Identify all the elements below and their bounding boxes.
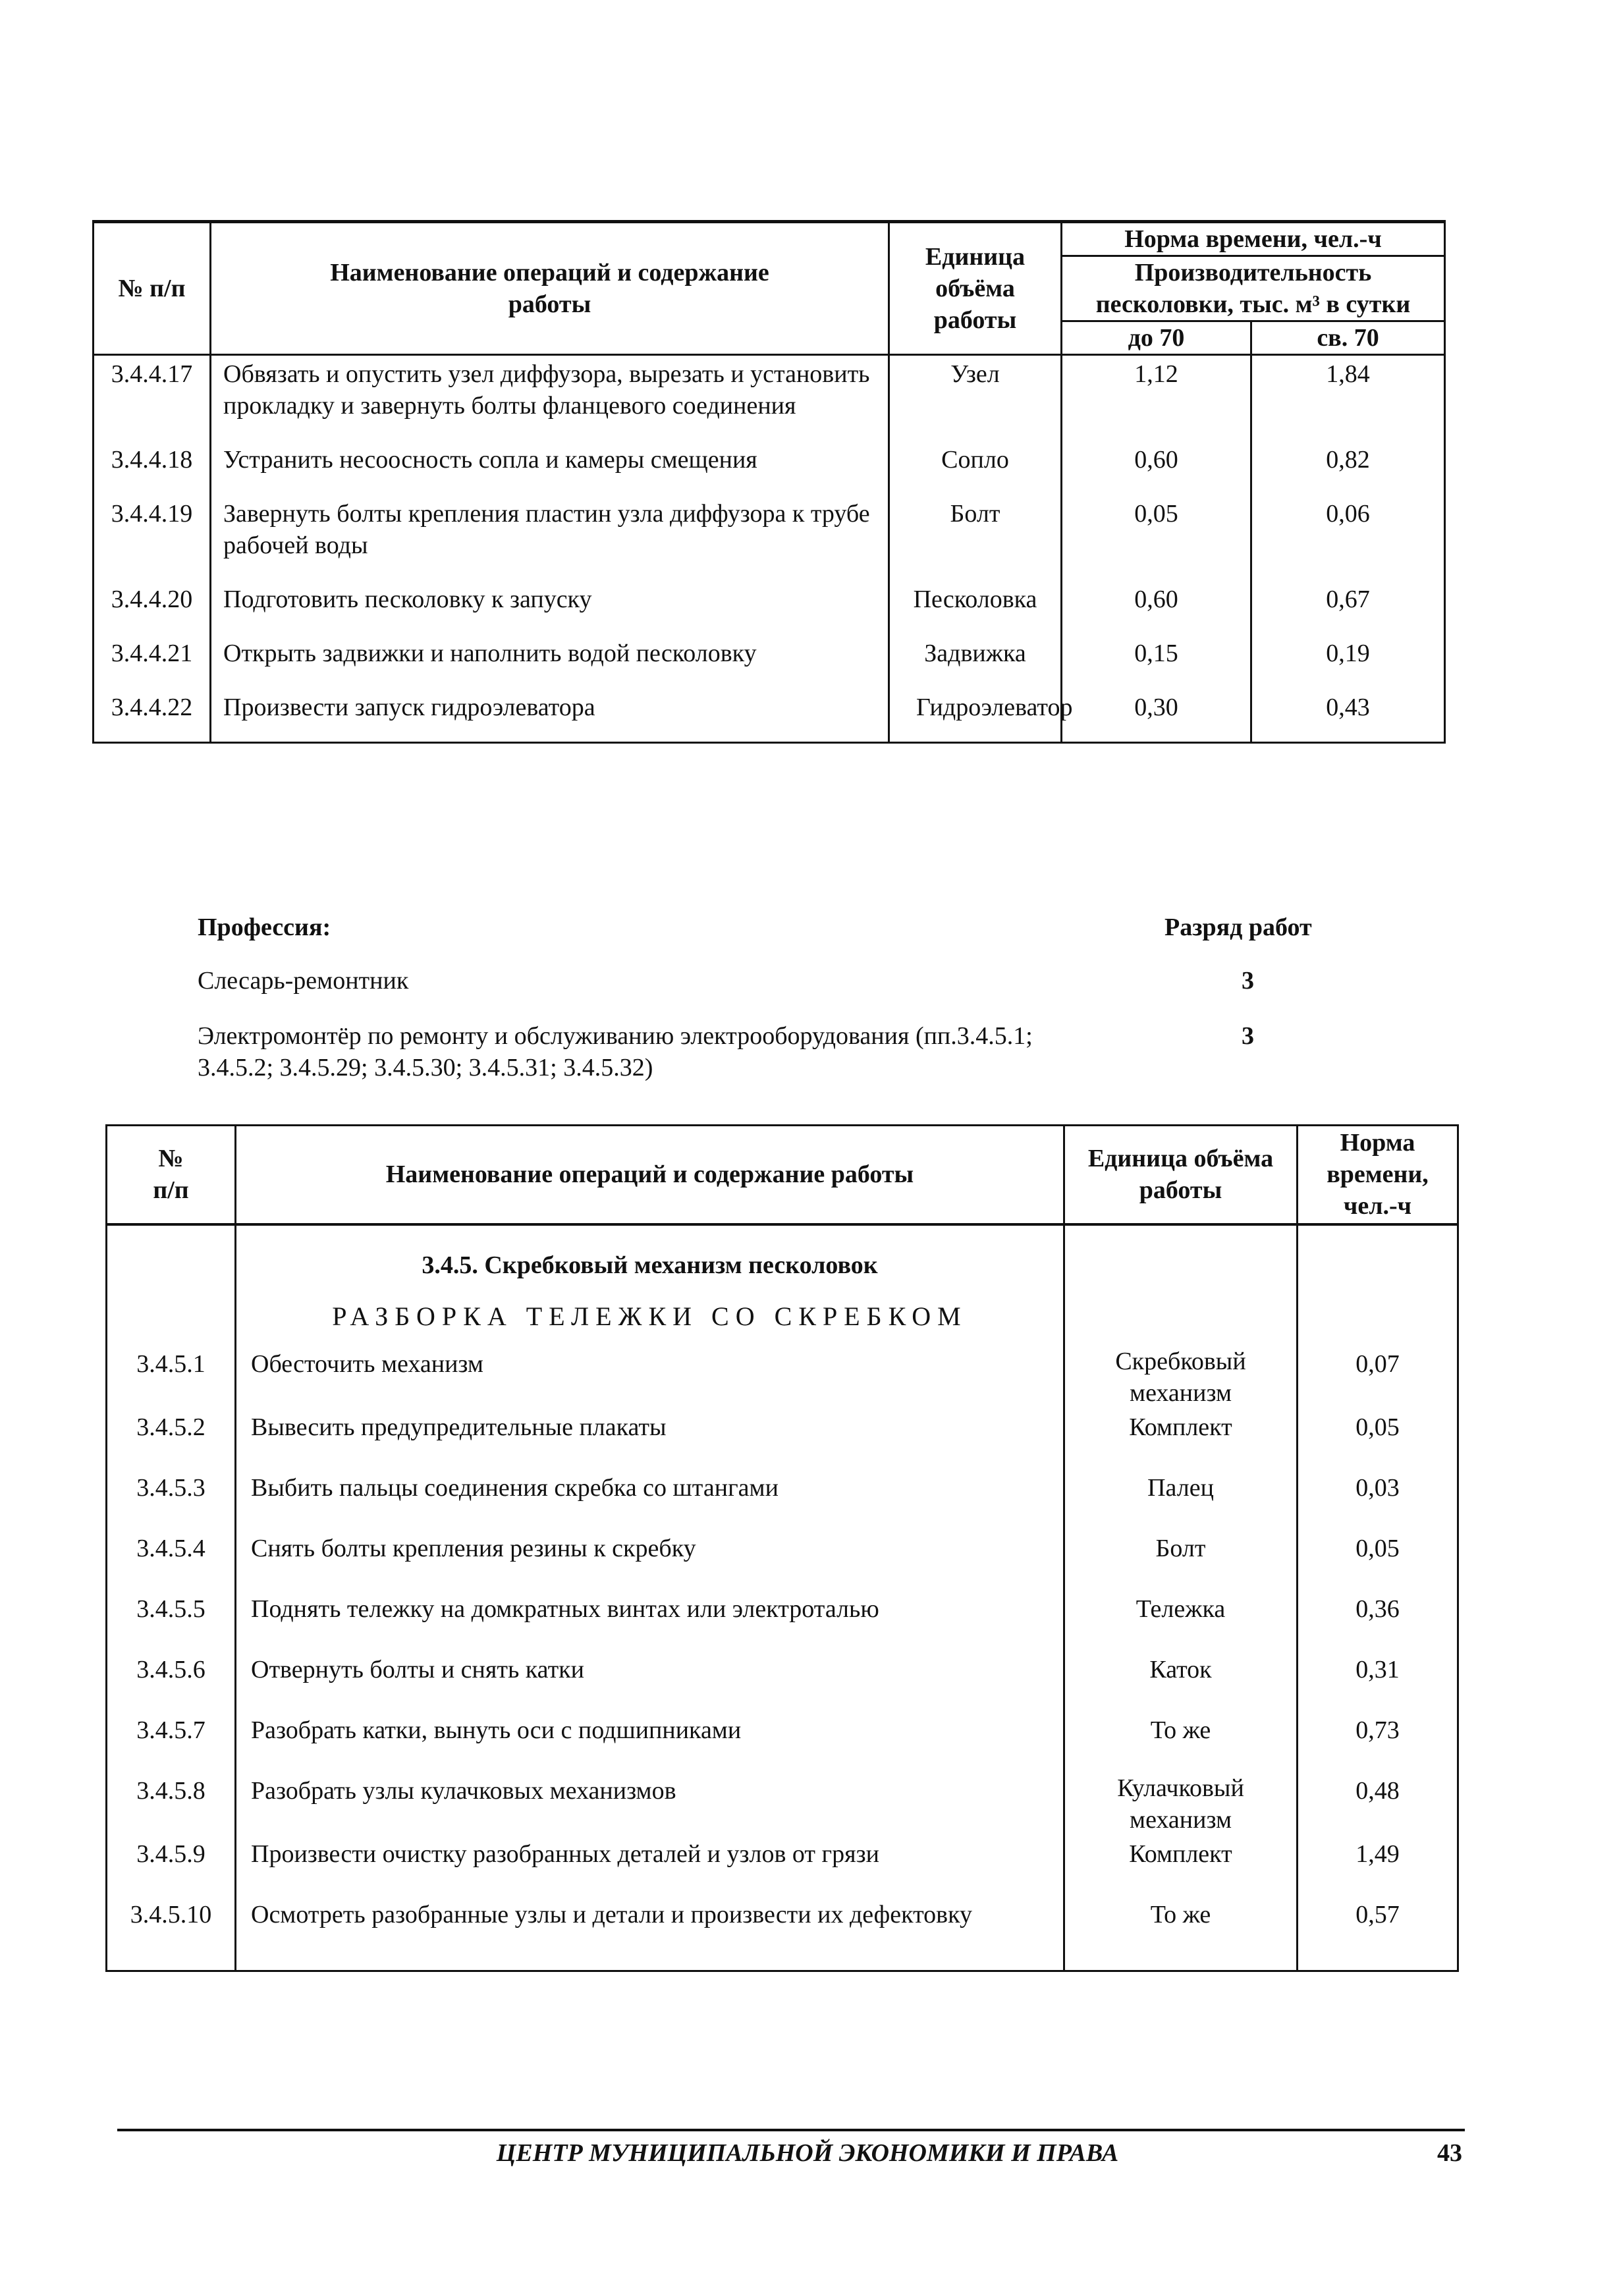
row-norm: 0,31 — [1298, 1651, 1458, 1712]
row-norm: 0,73 — [1298, 1712, 1458, 1772]
row-unit: Болт — [889, 495, 1062, 581]
row-num: 3.4.5.9 — [107, 1836, 236, 1896]
row-unit: Палец — [1064, 1469, 1298, 1530]
row-unit: Узел — [889, 355, 1062, 442]
row-name: Открыть задвижки и наполнить водой песколовку — [211, 635, 889, 689]
table-row — [94, 581, 1445, 635]
row-value-a: 0,60 — [1062, 581, 1251, 635]
table-row — [107, 1772, 1458, 1836]
header-norm: Норма времени, чел.-ч — [1298, 1126, 1458, 1224]
row-value-b: 0,43 — [1251, 689, 1445, 743]
row-name: Произвести очистку разобранных деталей и узлов от грязи — [236, 1836, 1064, 1896]
table-row — [107, 1409, 1458, 1469]
row-name: Обесточить механизм — [236, 1346, 1064, 1409]
row-norm: 0,03 — [1298, 1469, 1458, 1530]
header-num: № п/п — [107, 1126, 236, 1224]
table-row — [94, 441, 1445, 495]
row-num: 3.4.5.7 — [107, 1712, 236, 1772]
row-norm: 1,49 — [1298, 1836, 1458, 1896]
row-unit: Болт — [1064, 1530, 1298, 1591]
header-norm: Норма времени, чел.-ч — [1062, 222, 1445, 256]
footer-rule — [117, 2129, 1465, 2131]
row-num: 3.4.5.1 — [107, 1346, 236, 1409]
row-name: Осмотреть разобранные узлы и детали и произвести их дефектовку — [236, 1896, 1064, 1971]
row-unit: Каток — [1064, 1651, 1298, 1712]
table-row — [107, 1896, 1458, 1971]
rank-label: Разряд работ — [1164, 914, 1312, 941]
row-name: Вывесить предупредительные плакаты — [236, 1409, 1064, 1469]
norms-table-diffuser — [92, 220, 1446, 744]
row-name: Завернуть болты крепления пластин узла диффузора к трубе рабочей воды — [211, 495, 889, 581]
header-unit: Единица объёма работы — [1064, 1126, 1298, 1224]
table-row — [107, 1469, 1458, 1530]
profession-rank: 3 — [1242, 967, 1254, 995]
row-value-a: 0,05 — [1062, 495, 1251, 581]
row-unit: Сопло — [889, 441, 1062, 495]
row-num: 3.4.5.5 — [107, 1591, 236, 1651]
header-productivity: Производительность песколовки, тыс. м³ в сутки — [1062, 256, 1445, 321]
row-unit: Комплект — [1064, 1836, 1298, 1896]
row-name: Произвести запуск гидроэлеватора — [211, 689, 889, 743]
row-unit: То же — [1064, 1896, 1298, 1971]
row-num: 3.4.5.2 — [107, 1409, 236, 1469]
table-row — [107, 1530, 1458, 1591]
table-row — [107, 1591, 1458, 1651]
table-header-row — [94, 222, 1445, 256]
row-num: 3.4.4.20 — [94, 581, 211, 635]
header-num: № п/п — [94, 222, 211, 355]
row-value-b: 0,82 — [1251, 441, 1445, 495]
section-title: 3.4.5. Скребковый механизм песколовок — [422, 1251, 878, 1279]
row-value-a: 1,12 — [1062, 355, 1251, 442]
profession-name: Электромонтёр по ремонту и обслуживанию электрооборудования (пп.3.4.5.1; 3.4.5.2; 3.4.5.29; 3.4.5.30; 3.4.5.31; 3.4.5.32) — [198, 1022, 1033, 1081]
page-number: 43 — [1437, 2139, 1462, 2167]
row-name: Отвернуть болты и снять катки — [236, 1651, 1064, 1712]
footer-publisher: ЦЕНТР МУНИЦИПАЛЬНОЙ ЭКОНОМИКИ И ПРАВА — [496, 2139, 1119, 2167]
row-norm: 0,07 — [1298, 1346, 1458, 1409]
row-value-b: 0,06 — [1251, 495, 1445, 581]
row-value-b: 1,84 — [1251, 355, 1445, 442]
row-unit: Тележка — [1064, 1591, 1298, 1651]
table-row — [94, 355, 1445, 442]
row-name: Поднять тележку на домкратных винтах или электроталью — [236, 1591, 1064, 1651]
header-col-a: до 70 — [1062, 321, 1251, 355]
row-norm: 0,57 — [1298, 1896, 1458, 1971]
table-row — [107, 1346, 1458, 1409]
row-name: Разобрать катки, вынуть оси с подшипниками — [236, 1712, 1064, 1772]
row-name: Выбить пальцы соединения скребка со штангами — [236, 1469, 1064, 1530]
row-num: 3.4.5.6 — [107, 1651, 236, 1712]
row-num: 3.4.4.21 — [94, 635, 211, 689]
profession-rank: 3 — [1242, 1022, 1254, 1050]
table-row — [107, 1712, 1458, 1772]
row-unit: Гидроэлеватор — [889, 689, 1062, 743]
row-num: 3.4.4.17 — [94, 355, 211, 442]
profession-name: Слесарь-ремонтник — [198, 967, 409, 995]
row-norm: 0,36 — [1298, 1591, 1458, 1651]
norms-table-scraper — [105, 1124, 1459, 1972]
table-row — [107, 1836, 1458, 1896]
table-row — [94, 495, 1445, 581]
row-name: Разобрать узлы кулачковых механизмов — [236, 1772, 1064, 1836]
row-name: Обвязать и опустить узел диффузора, вырезать и установить прокладку и завернуть болты фланцевого соединения — [211, 355, 889, 442]
row-num: 3.4.4.18 — [94, 441, 211, 495]
row-norm: 0,05 — [1298, 1409, 1458, 1469]
row-value-b: 0,67 — [1251, 581, 1445, 635]
header-col-b: св. 70 — [1251, 321, 1445, 355]
row-num: 3.4.5.3 — [107, 1469, 236, 1530]
header-name: Наименование операций и содержание работы — [211, 222, 889, 355]
row-num: 3.4.4.19 — [94, 495, 211, 581]
header-unit: Единица объёма работы — [889, 222, 1062, 355]
row-unit: Комплект — [1064, 1409, 1298, 1469]
row-num: 3.4.5.8 — [107, 1772, 236, 1836]
profession-label: Профессия: — [198, 914, 331, 941]
row-num: 3.4.5.10 — [107, 1896, 236, 1971]
subsection-title: РАЗБОРКА ТЕЛЕЖКИ СО СКРЕБКОМ — [332, 1301, 968, 1331]
row-name: Подготовить песколовку к запуску — [211, 581, 889, 635]
row-unit: То же — [1064, 1712, 1298, 1772]
table-row — [107, 1651, 1458, 1712]
row-value-a: 0,15 — [1062, 635, 1251, 689]
header-name: Наименование операций и содержание работы — [236, 1126, 1064, 1224]
row-value-a: 0,60 — [1062, 441, 1251, 495]
row-norm: 0,05 — [1298, 1530, 1458, 1591]
row-num: 3.4.5.4 — [107, 1530, 236, 1591]
row-unit: Задвижка — [889, 635, 1062, 689]
row-unit: Песколовка — [889, 581, 1062, 635]
row-name: Снять болты крепления резины к скребку — [236, 1530, 1064, 1591]
row-norm: 0,48 — [1298, 1772, 1458, 1836]
table-row — [94, 689, 1445, 743]
row-name: Устранить несоосность сопла и камеры смещения — [211, 441, 889, 495]
row-unit: Скребковый механизм — [1064, 1346, 1298, 1409]
row-num: 3.4.4.22 — [94, 689, 211, 743]
section-row — [107, 1224, 1458, 1346]
row-value-a: 0,30 — [1062, 689, 1251, 743]
row-unit: Кулачковый механизм — [1064, 1772, 1298, 1836]
table-header-row — [107, 1126, 1458, 1224]
row-value-b: 0,19 — [1251, 635, 1445, 689]
table-row — [94, 635, 1445, 689]
